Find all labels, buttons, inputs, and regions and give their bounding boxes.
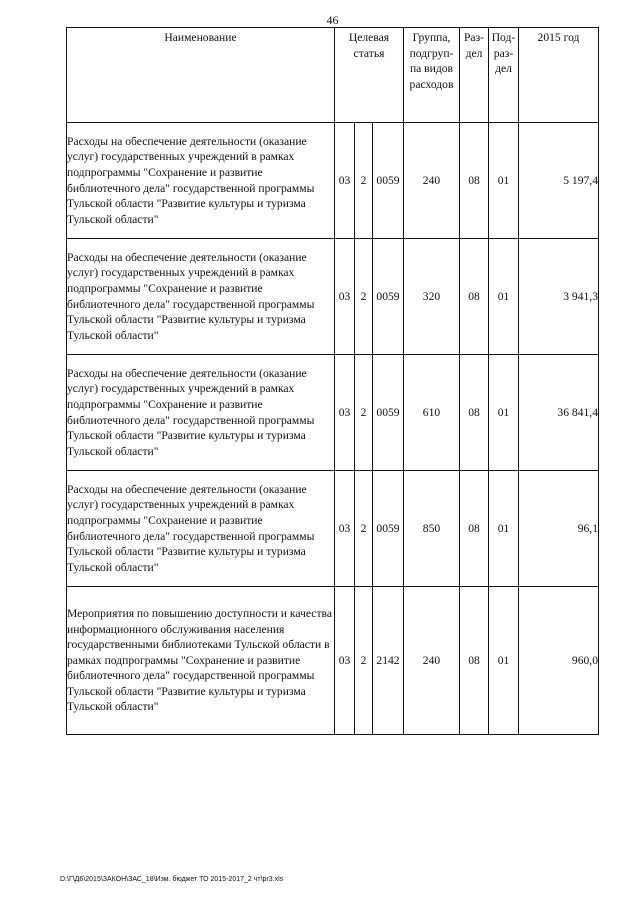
row-target-subprogram: 2 — [355, 471, 373, 587]
row-target-subprogram: 2 — [355, 123, 373, 239]
row-amount: 960,0 — [519, 587, 599, 735]
header-year-2015: 2015 год — [519, 28, 599, 123]
row-name: Мероприятия по повышению доступности и качества информационного обслуживания населения государственными библиотеками Тульской области в рамках подпрограммы "Сохранение и развитие библиотечного дела" государственной программы Тульской области "Развитие культуры и туризма Тульской области" — [67, 587, 335, 735]
row-expense-group: 610 — [404, 355, 460, 471]
budget-table — [66, 27, 599, 735]
row-amount: 36 841,4 — [519, 355, 599, 471]
row-target-program: 03 — [335, 239, 355, 355]
row-expense-group: 240 — [404, 587, 460, 735]
row-section: 08 — [460, 587, 489, 735]
table-row — [67, 239, 599, 355]
table-header-row — [67, 28, 599, 123]
header-expense-group: Группа, подгруп-па видов расходов — [404, 28, 460, 123]
row-name: Расходы на обеспечение деятельности (оказание услуг) государственных учреждений в рамках подпрограммы "Сохранение и развитие библиотечного дела" государственной программы Тульской области "Развитие культуры и туризма Тульской области" — [67, 471, 335, 587]
row-amount: 5 197,4 — [519, 123, 599, 239]
row-amount: 3 941,3 — [519, 239, 599, 355]
header-name: Наименование — [67, 28, 335, 123]
footer-file-path: D:\Г\Д6\2015\ЗАКОН\ЗАС_18\Изм. бюджет ТО 2015-2017_2 чт\pr3.xls — [60, 876, 284, 883]
row-target-code: 0059 — [373, 239, 404, 355]
row-target-program: 03 — [335, 587, 355, 735]
row-subsection: 01 — [489, 355, 519, 471]
row-target-subprogram: 2 — [355, 239, 373, 355]
row-section: 08 — [460, 239, 489, 355]
row-subsection: 01 — [489, 471, 519, 587]
row-expense-group: 240 — [404, 123, 460, 239]
row-target-subprogram: 2 — [355, 587, 373, 735]
row-section: 08 — [460, 123, 489, 239]
row-name: Расходы на обеспечение деятельности (оказание услуг) государственных учреждений в рамках подпрограммы "Сохранение и развитие библиотечного дела" государственной программы Тульской области "Развитие культуры и туризма Тульской области" — [67, 123, 335, 239]
table-row — [67, 587, 599, 735]
header-section: Раз-дел — [460, 28, 489, 123]
row-target-code: 2142 — [373, 587, 404, 735]
header-subsection: Под-раз-дел — [489, 28, 519, 123]
table-row — [67, 123, 599, 239]
table-row — [67, 355, 599, 471]
row-target-subprogram: 2 — [355, 355, 373, 471]
row-expense-group: 850 — [404, 471, 460, 587]
row-section: 08 — [460, 355, 489, 471]
row-name: Расходы на обеспечение деятельности (оказание услуг) государственных учреждений в рамках подпрограммы "Сохранение и развитие библиотечного дела" государственной программы Тульской области "Развитие культуры и туризма Тульской области" — [67, 355, 335, 471]
row-amount: 96,1 — [519, 471, 599, 587]
page-number: 46 — [326, 13, 339, 27]
row-subsection: 01 — [489, 123, 519, 239]
row-name: Расходы на обеспечение деятельности (оказание услуг) государственных учреждений в рамках подпрограммы "Сохранение и развитие библиотечного дела" государственной программы Тульской области "Развитие культуры и туризма Тульской области" — [67, 239, 335, 355]
row-target-code: 0059 — [373, 123, 404, 239]
row-section: 08 — [460, 471, 489, 587]
row-subsection: 01 — [489, 587, 519, 735]
row-subsection: 01 — [489, 239, 519, 355]
row-expense-group: 320 — [404, 239, 460, 355]
row-target-program: 03 — [335, 355, 355, 471]
row-target-code: 0059 — [373, 471, 404, 587]
row-target-program: 03 — [335, 123, 355, 239]
table-row — [67, 471, 599, 587]
header-target-article: Целевая статья — [335, 28, 404, 123]
row-target-program: 03 — [335, 471, 355, 587]
row-target-code: 0059 — [373, 355, 404, 471]
